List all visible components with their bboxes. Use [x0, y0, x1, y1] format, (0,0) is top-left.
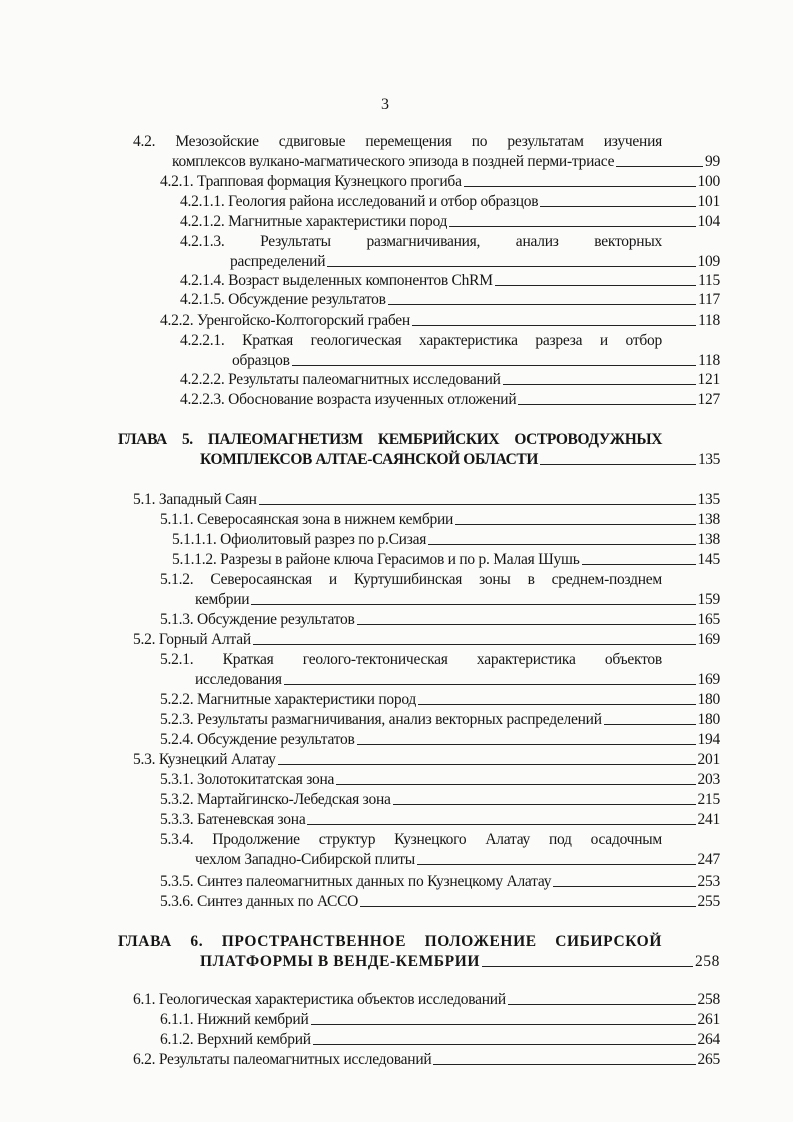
entry-title: 5.1.3. Обсуждение результатов: [160, 611, 355, 628]
entry-page-number: 180: [697, 691, 720, 708]
entry-title: 4.2.1.5. Обсуждение результатов: [180, 291, 386, 308]
leader-line: [582, 564, 696, 565]
leader-line: [311, 1024, 696, 1025]
entry-page-number: 194: [697, 731, 720, 748]
leader-line: [508, 1004, 696, 1005]
leader-line: [357, 744, 696, 745]
entry-title: 5.2.3. Результаты размагничивания, анализ векторных распределений: [160, 711, 602, 728]
entry-title: 6.1.1. Нижний кембрий: [160, 1011, 309, 1028]
leader-line: [464, 186, 696, 187]
entry-page-number: 261: [697, 1011, 720, 1028]
entry-page-number: 115: [698, 272, 720, 289]
entry-title: 5.3.2. Мартайгинско-Лебедская зона: [160, 791, 391, 808]
entry-title: 5.1.1. Северосаянская зона в нижнем кембрии: [160, 511, 454, 528]
entry-page-number: 117: [698, 291, 720, 308]
entry-page-number: 203: [697, 771, 720, 788]
entry-title: 5.2. Горный Алтай: [133, 631, 251, 648]
entry-title: 4.2.2.3. Обоснование возраста изученных отложений: [180, 391, 517, 408]
entry-title: 4.2.2.2. Результаты палеомагнитных исследований: [180, 371, 501, 388]
entry-page-number: 159: [697, 591, 720, 608]
toc-entry: [160, 731, 720, 749]
toc-entry: [133, 1051, 720, 1069]
toc-entry: [180, 272, 720, 290]
toc-entry: [200, 451, 720, 469]
leader-line: [313, 1044, 696, 1045]
entry-title: 5.1.2. Северосаянская и Куртушибинская зоны в среднем-позднем: [160, 571, 662, 588]
entry-title: 5.1. Западный Саян: [133, 491, 257, 508]
entry-page-number: 264: [697, 1031, 720, 1048]
leader-line: [540, 206, 695, 207]
toc-entry: [195, 851, 720, 869]
toc-entry-line: [118, 431, 662, 449]
leader-line: [307, 824, 695, 825]
toc-entry: [133, 491, 720, 509]
toc-entry: [133, 631, 720, 649]
entry-page-number: 100: [697, 173, 720, 190]
leader-line: [482, 966, 693, 967]
toc-entry: [172, 153, 720, 171]
entry-page-number: 135: [697, 491, 720, 508]
entry-title: 5.2.1. Краткая геолого-тектоническая характеристика объектов: [160, 651, 662, 668]
entry-title: образцов: [232, 352, 290, 369]
toc-entry-line: [180, 233, 662, 251]
toc-entry: [180, 371, 720, 389]
toc-entry: [160, 893, 720, 911]
toc-entry-line: [160, 831, 662, 849]
leader-line: [259, 504, 696, 505]
toc-entry-line: [160, 571, 662, 589]
toc-entry: [160, 312, 720, 330]
leader-line: [251, 604, 695, 605]
leader-line: [336, 784, 695, 785]
entry-title: ГЛАВА 5. ПАЛЕОМАГНЕТИЗМ КЕМБРИЙСКИХ ОСТРОВОДУЖНЫХ: [118, 431, 662, 448]
entry-title: ГЛАВА 6. ПРОСТРАНСТВЕННОЕ ПОЛОЖЕНИЕ СИБИРСКОЙ: [118, 933, 662, 950]
toc-entry: [172, 531, 720, 549]
toc-entry: [160, 173, 720, 191]
entry-title: 5.3.1. Золотокитатская зона: [160, 771, 335, 788]
leader-line: [553, 886, 695, 887]
entry-page-number: 258: [697, 991, 720, 1008]
leader-line: [428, 544, 695, 545]
entry-title: исследования: [195, 671, 282, 688]
entry-title: 5.2.2. Магнитные характеристики пород: [160, 691, 417, 708]
entry-page-number: 109: [697, 253, 720, 270]
toc-entry: [160, 791, 720, 809]
entry-title: комплексов вулкано-магматического эпизода в поздней перми-триасе: [172, 153, 615, 170]
toc-entry: [232, 352, 720, 370]
entry-page-number: 265: [697, 1051, 720, 1068]
leader-line: [418, 704, 695, 705]
entry-page-number: 118: [698, 352, 720, 369]
entry-title: 4.2.2.1. Краткая геологическая характеристика разреза и отбор: [180, 332, 662, 349]
toc-entry: [195, 591, 720, 609]
leader-line: [292, 365, 696, 366]
toc-entry-line: [118, 933, 662, 951]
entry-page-number: 121: [697, 371, 720, 388]
toc-entry: [200, 953, 720, 971]
toc-entry: [160, 691, 720, 709]
entry-page-number: 99: [705, 153, 720, 170]
entry-page-number: 135: [697, 451, 720, 468]
entry-title: 6.1.2. Верхний кембрий: [160, 1031, 311, 1048]
entry-page-number: 101: [697, 193, 720, 210]
entry-page-number: 169: [697, 631, 720, 648]
entry-page-number: 138: [697, 531, 720, 548]
entry-title: кембрии: [195, 591, 250, 608]
leader-line: [503, 384, 696, 385]
leader-line: [433, 1064, 695, 1065]
toc-entry: [160, 1031, 720, 1049]
leader-line: [495, 285, 696, 286]
leader-line: [357, 624, 696, 625]
entry-title: распределений: [230, 253, 326, 270]
entry-page-number: 138: [697, 511, 720, 528]
leader-line: [412, 325, 696, 326]
entry-title: 4.2.1.1. Геология района исследований и отбор образцов: [180, 193, 539, 210]
leader-line: [518, 404, 695, 405]
toc-entry: [133, 751, 720, 769]
toc-entry: [180, 213, 720, 231]
entry-page-number: 127: [697, 391, 720, 408]
entry-page-number: 180: [697, 711, 720, 728]
leader-line: [360, 906, 695, 907]
toc-entry: [195, 671, 720, 689]
leader-line: [616, 166, 703, 167]
toc-entry: [160, 771, 720, 789]
entry-page-number: 255: [697, 893, 720, 910]
leader-line: [449, 226, 695, 227]
leader-line: [393, 804, 696, 805]
entry-page-number: 258: [694, 953, 720, 970]
toc-entry: [160, 511, 720, 529]
leader-line: [278, 764, 696, 765]
entry-title: КОМПЛЕКСОВ АЛТАЕ-САЯНСКОЙ ОБЛАСТИ: [200, 451, 538, 468]
entry-title: 5.3.4. Продолжение структур Кузнецкого Алатау под осадочным: [160, 831, 662, 848]
entry-page-number: 215: [697, 791, 720, 808]
entry-page-number: 253: [697, 873, 720, 890]
entry-page-number: 165: [697, 611, 720, 628]
entry-page-number: 118: [698, 312, 720, 329]
leader-line: [604, 724, 696, 725]
entry-title: чехлом Западно-Сибирской плиты: [195, 851, 415, 868]
leader-line: [253, 644, 696, 645]
entry-page-number: 104: [697, 213, 720, 230]
entry-page-number: 145: [697, 551, 720, 568]
toc-entry: [180, 193, 720, 211]
entry-title: 6.1. Геологическая характеристика объектов исследований: [133, 991, 506, 1008]
entry-title: 4.2.1. Трапповая формация Кузнецкого прогиба: [160, 173, 462, 190]
entry-title: 4.2.1.4. Возраст выделенных компонентов ChRM: [180, 272, 493, 289]
entry-title: 5.1.1.1. Офиолитовый разрез по р.Сизая: [172, 531, 427, 548]
entry-title: 5.1.1.2. Разрезы в районе ключа Герасимов и по р. Малая Шушь: [172, 551, 580, 568]
entry-title: 5.3.3. Батеневская зона: [160, 811, 306, 828]
page-number: 3: [381, 96, 389, 113]
leader-line: [284, 684, 696, 685]
toc-entry: [160, 811, 720, 829]
leader-line: [417, 864, 696, 865]
entry-page-number: 247: [697, 851, 720, 868]
toc-entry: [160, 611, 720, 629]
entry-title: ПЛАТФОРМЫ В ВЕНДЕ-КЕМБРИИ: [200, 953, 481, 970]
entry-title: 4.2.1.2. Магнитные характеристики пород: [180, 213, 448, 230]
leader-line: [388, 304, 696, 305]
entry-title: 5.3.6. Синтез данных по АССО: [160, 893, 359, 910]
entry-page-number: 201: [697, 751, 720, 768]
toc-entry: [230, 253, 720, 271]
toc-entry-line: [180, 332, 662, 350]
toc-entry-line: [133, 133, 662, 151]
toc-entry: [133, 991, 720, 1009]
toc-entry: [172, 551, 720, 569]
entry-title: 6.2. Результаты палеомагнитных исследований: [133, 1051, 432, 1068]
entry-page-number: 241: [697, 811, 720, 828]
toc-entry-line: [160, 651, 662, 669]
toc-entry: [160, 873, 720, 891]
toc-entry: [160, 1011, 720, 1029]
entry-page-number: 169: [697, 671, 720, 688]
entry-title: 4.2. Мезозойские сдвиговые перемещения по результатам изучения: [133, 133, 662, 150]
leader-line: [540, 464, 696, 465]
toc-entry: [180, 291, 720, 309]
entry-title: 5.3.5. Синтез палеомагнитных данных по Кузнецкому Алатау: [160, 873, 552, 890]
entry-title: 5.2.4. Обсуждение результатов: [160, 731, 355, 748]
leader-line: [327, 266, 695, 267]
entry-title: 4.2.2. Уренгойско-Колтогорский грабен: [160, 312, 410, 329]
leader-line: [455, 524, 695, 525]
entry-title: 4.2.1.3. Результаты размагничивания, анализ векторных: [180, 233, 662, 250]
toc-entry: [180, 391, 720, 409]
toc-entry: [160, 711, 720, 729]
entry-title: 5.3. Кузнецкий Алатау: [133, 751, 276, 768]
